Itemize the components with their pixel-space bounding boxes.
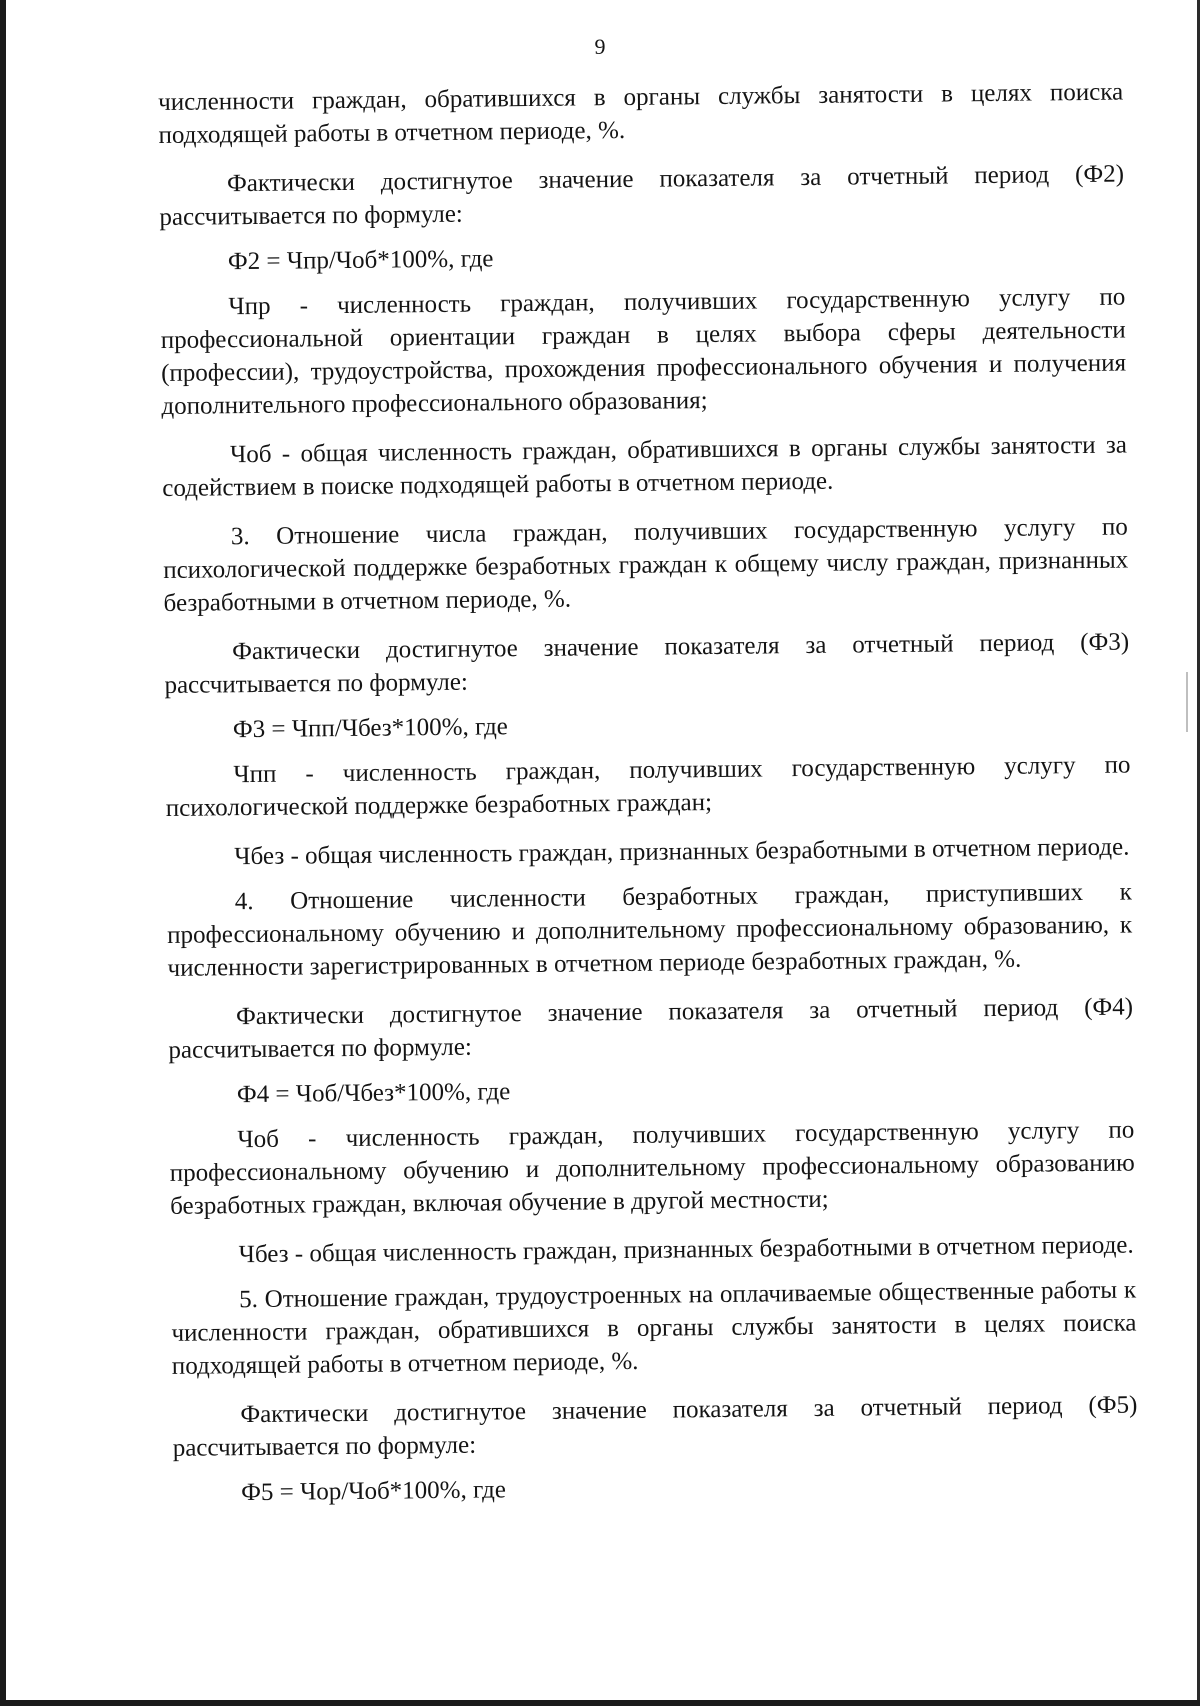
formula-f2: Ф2 = Чпр/Чоб*100%, где [227,245,494,276]
definition-chob: Чоб - общая численность граждан, обратившихся в органы службы занятости за содействием в поиске подходящей работы в отчетном периоде. [162,431,1128,502]
paragraph-continuation: численности граждан, обратившихся в органы службы занятости в целях поиска подходящей работы в отчетном периоде, %. [158,78,1124,149]
page-number: 9 [594,34,606,59]
definition-chbez-2: Чбез - общая численность граждан, признанных безработными в отчетном периоде. [238,1231,1134,1269]
indicator-4-heading: 4. Отношение численности безработных граждан, приступивших к профессиональному обучению и дополнительному профессиональному образованию, к численности зарегистрированных в отчетном периоде безработных граждан, %. [167,878,1133,982]
indicator-5-heading: 5. Отношение граждан, трудоустроенных на оплачиваемые общественные работы к численности граждан, обратившихся в органы службы занятости в целях поиска подходящей работы в отчетном периоде, %. [171,1276,1137,1380]
definition-chob-2: Чоб - численность граждан, получивших государственную услугу по профессиональному обучению и дополнительному профессиональному образованию безработных граждан, включая обучение в другой местности; [169,1116,1135,1220]
indicator-3-heading: 3. Отношение числа граждан, получивших государственную услугу по психологической поддержке безработных граждан к общему числу граждан, признанных безработными в отчетном периоде, %. [163,513,1129,617]
definition-chbez-1: Чбез - общая численность граждан, признанных безработными в отчетном периоде. [234,833,1130,871]
formula-f5: Ф5 = Чор/Чоб*100%, где [241,1476,507,1507]
paragraph-f2-intro: Фактически достигнутое значение показателя за отчетный период (Ф2) рассчитывается по формуле: [159,160,1125,231]
paragraph-f4-intro: Фактически достигнутое значение показателя за отчетный период (Ф4) рассчитывается по формуле: [168,993,1134,1064]
formula-f3: Ф3 = Чпп/Чбез*100%, где [232,713,508,744]
document-body [158,76,1138,1510]
paragraph-f3-intro: Фактически достигнутое значение показателя за отчетный период (Ф3) рассчитывается по формуле: [164,628,1130,699]
formula-f4: Ф4 = Чоб/Чбез*100%, где [236,1078,511,1109]
paragraph-f5-intro: Фактически достигнутое значение показателя за отчетный период (Ф5) рассчитывается по формуле: [172,1391,1138,1462]
definition-chpr: Чпр - численность граждан, получивших государственную услугу по профессиональной ориентации граждан в целях выбора сферы деятельности (профессии), трудоустройства, прохождения профессионального обучения и получения дополнительного профессионального образования; [160,283,1127,420]
definition-chpp: Чпп - численность граждан, получивших государственную услугу по психологической поддержке безработных граждан; [165,751,1131,822]
